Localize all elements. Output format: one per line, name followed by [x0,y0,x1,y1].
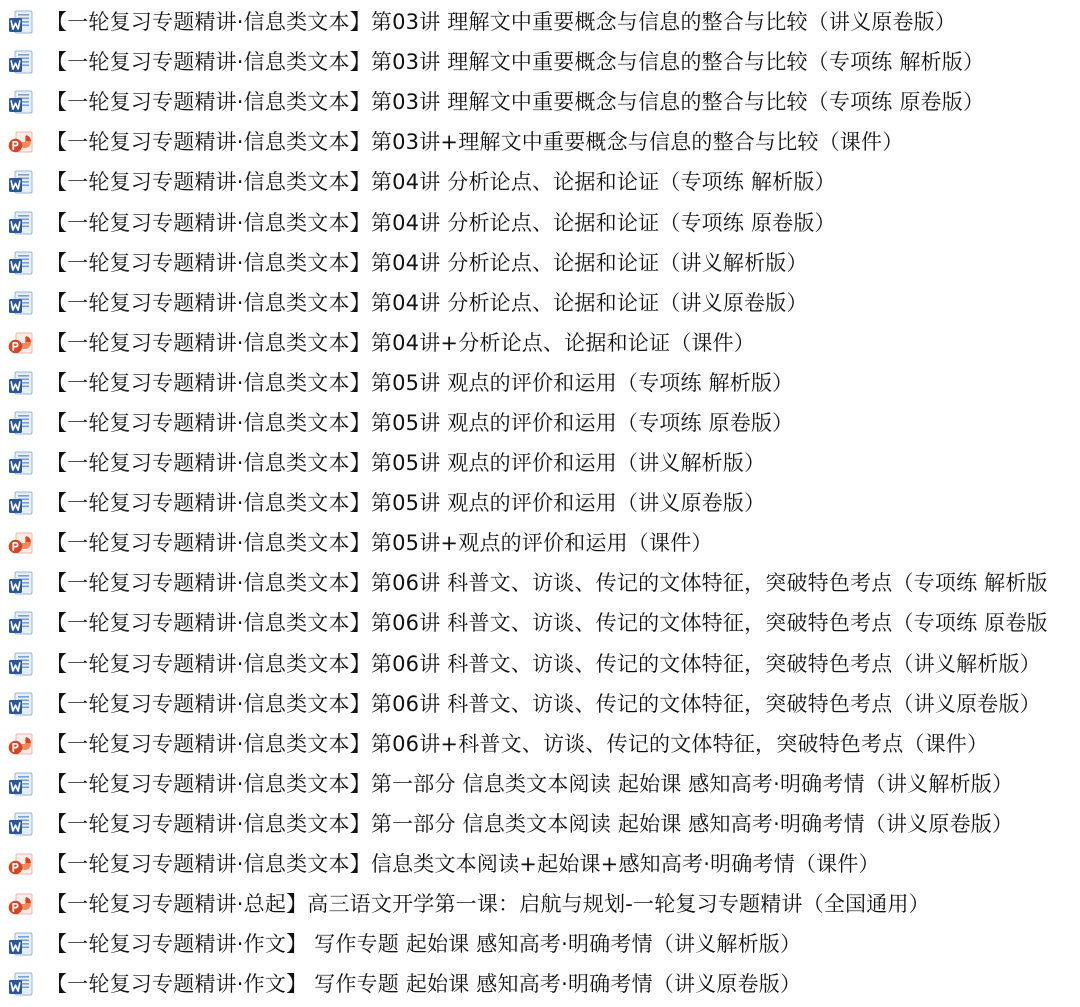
word-doc-icon [8,169,34,195]
word-doc-icon [8,651,34,677]
word-doc-icon [8,450,34,476]
file-row[interactable] [0,162,1080,202]
word-doc-icon [8,691,34,717]
word-doc-icon [8,250,34,276]
file-name[interactable]: 【一轮复习专题精讲·作文】 写作专题 起始课 感知高考·明确考情（讲义原卷版） [46,972,802,997]
file-row[interactable] [0,2,1080,42]
word-doc-icon [8,49,34,75]
file-row[interactable] [0,924,1080,964]
file-row[interactable] [0,363,1080,403]
word-doc-icon [8,570,34,596]
word-doc-icon [8,370,34,396]
file-name[interactable]: 【一轮复习专题精讲·信息类文本】第一部分 信息类文本阅读 起始课 感知高考·明确考情（讲义原卷版） [46,811,1014,836]
file-row[interactable] [0,323,1080,363]
file-row[interactable] [0,243,1080,283]
file-row[interactable] [0,283,1080,323]
file-row[interactable] [0,563,1080,603]
powerpoint-icon [8,330,34,356]
file-name[interactable]: 【一轮复习专题精讲·信息类文本】第04讲 分析论点、论据和论证（讲义解析版） [46,250,808,275]
file-list [0,2,1080,1004]
file-row[interactable] [0,42,1080,82]
file-row[interactable] [0,443,1080,483]
file-row[interactable] [0,523,1080,563]
file-name[interactable]: 【一轮复习专题精讲·信息类文本】第03讲 理解文中重要概念与信息的整合与比较（讲义原卷版） [46,10,957,35]
word-doc-icon [8,89,34,115]
file-name[interactable]: 【一轮复习专题精讲·信息类文本】第06讲+科普文、访谈、传记的文体特征，突破特色考点（课件） [46,731,989,756]
file-name[interactable]: 【一轮复习专题精讲·信息类文本】第03讲 理解文中重要概念与信息的整合与比较（专项练 原卷版） [46,90,985,115]
file-row[interactable] [0,603,1080,643]
powerpoint-icon [8,851,34,877]
word-doc-icon [8,771,34,797]
word-doc-icon [8,290,34,316]
word-doc-icon [8,931,34,957]
file-row[interactable] [0,844,1080,884]
file-row[interactable] [0,964,1080,1004]
file-name[interactable]: 【一轮复习专题精讲·信息类文本】第03讲 理解文中重要概念与信息的整合与比较（专项练 解析版） [46,50,985,75]
file-name[interactable]: 【一轮复习专题精讲·信息类文本】第05讲 观点的评价和运用（讲义原卷版） [46,491,766,516]
file-name[interactable]: 【一轮复习专题精讲·信息类文本】第06讲 科普文、访谈、传记的文体特征，突破特色考点（专项练 原卷版 [46,611,1048,636]
word-doc-icon [8,610,34,636]
file-name[interactable]: 【一轮复习专题精讲·信息类文本】信息类文本阅读+起始课+感知高考·明确考情（课件） [46,852,880,877]
file-row[interactable] [0,483,1080,523]
file-row[interactable] [0,764,1080,804]
word-doc-icon [8,490,34,516]
file-row[interactable] [0,202,1080,242]
file-name[interactable]: 【一轮复习专题精讲·信息类文本】第04讲 分析论点、论据和论证（讲义原卷版） [46,290,808,315]
word-doc-icon [8,971,34,997]
word-doc-icon [8,210,34,236]
file-row[interactable] [0,122,1080,162]
file-name[interactable]: 【一轮复习专题精讲·信息类文本】第06讲 科普文、访谈、传记的文体特征，突破特色考点（专项练 解析版 [46,571,1048,596]
file-name[interactable]: 【一轮复习专题精讲·总起】高三语文开学第一课：启航与规划-一轮复习专题精讲（全国通用） [46,892,930,917]
word-doc-icon [8,9,34,35]
powerpoint-icon [8,891,34,917]
powerpoint-icon [8,129,34,155]
file-row[interactable] [0,644,1080,684]
file-name[interactable]: 【一轮复习专题精讲·信息类文本】第04讲 分析论点、论据和论证（专项练 解析版） [46,170,836,195]
file-row[interactable] [0,403,1080,443]
word-doc-icon [8,811,34,837]
file-name[interactable]: 【一轮复习专题精讲·信息类文本】第06讲 科普文、访谈、传记的文体特征，突破特色考点（讲义解析版） [46,651,1041,676]
powerpoint-icon [8,530,34,556]
file-row[interactable] [0,724,1080,764]
file-name[interactable]: 【一轮复习专题精讲·信息类文本】第一部分 信息类文本阅读 起始课 感知高考·明确考情（讲义解析版） [46,771,1014,796]
file-row[interactable] [0,804,1080,844]
file-name[interactable]: 【一轮复习专题精讲·信息类文本】第05讲 观点的评价和运用（专项练 解析版） [46,370,794,395]
powerpoint-icon [8,731,34,757]
word-doc-icon [8,410,34,436]
file-row[interactable] [0,684,1080,724]
file-name[interactable]: 【一轮复习专题精讲·信息类文本】第05讲+观点的评价和运用（课件） [46,531,713,556]
file-row[interactable] [0,82,1080,122]
file-name[interactable]: 【一轮复习专题精讲·信息类文本】第06讲 科普文、访谈、传记的文体特征，突破特色考点（讲义原卷版） [46,691,1041,716]
file-name[interactable]: 【一轮复习专题精讲·信息类文本】第05讲 观点的评价和运用（专项练 原卷版） [46,410,794,435]
file-name[interactable]: 【一轮复习专题精讲·信息类文本】第03讲+理解文中重要概念与信息的整合与比较（课件） [46,130,904,155]
file-name[interactable]: 【一轮复习专题精讲·信息类文本】第04讲 分析论点、论据和论证（专项练 原卷版） [46,210,836,235]
file-row[interactable] [0,884,1080,924]
file-name[interactable]: 【一轮复习专题精讲·作文】 写作专题 起始课 感知高考·明确考情（讲义解析版） [46,932,802,957]
file-name[interactable]: 【一轮复习专题精讲·信息类文本】第04讲+分析论点、论据和论证（课件） [46,330,755,355]
file-name[interactable]: 【一轮复习专题精讲·信息类文本】第05讲 观点的评价和运用（讲义解析版） [46,451,766,476]
